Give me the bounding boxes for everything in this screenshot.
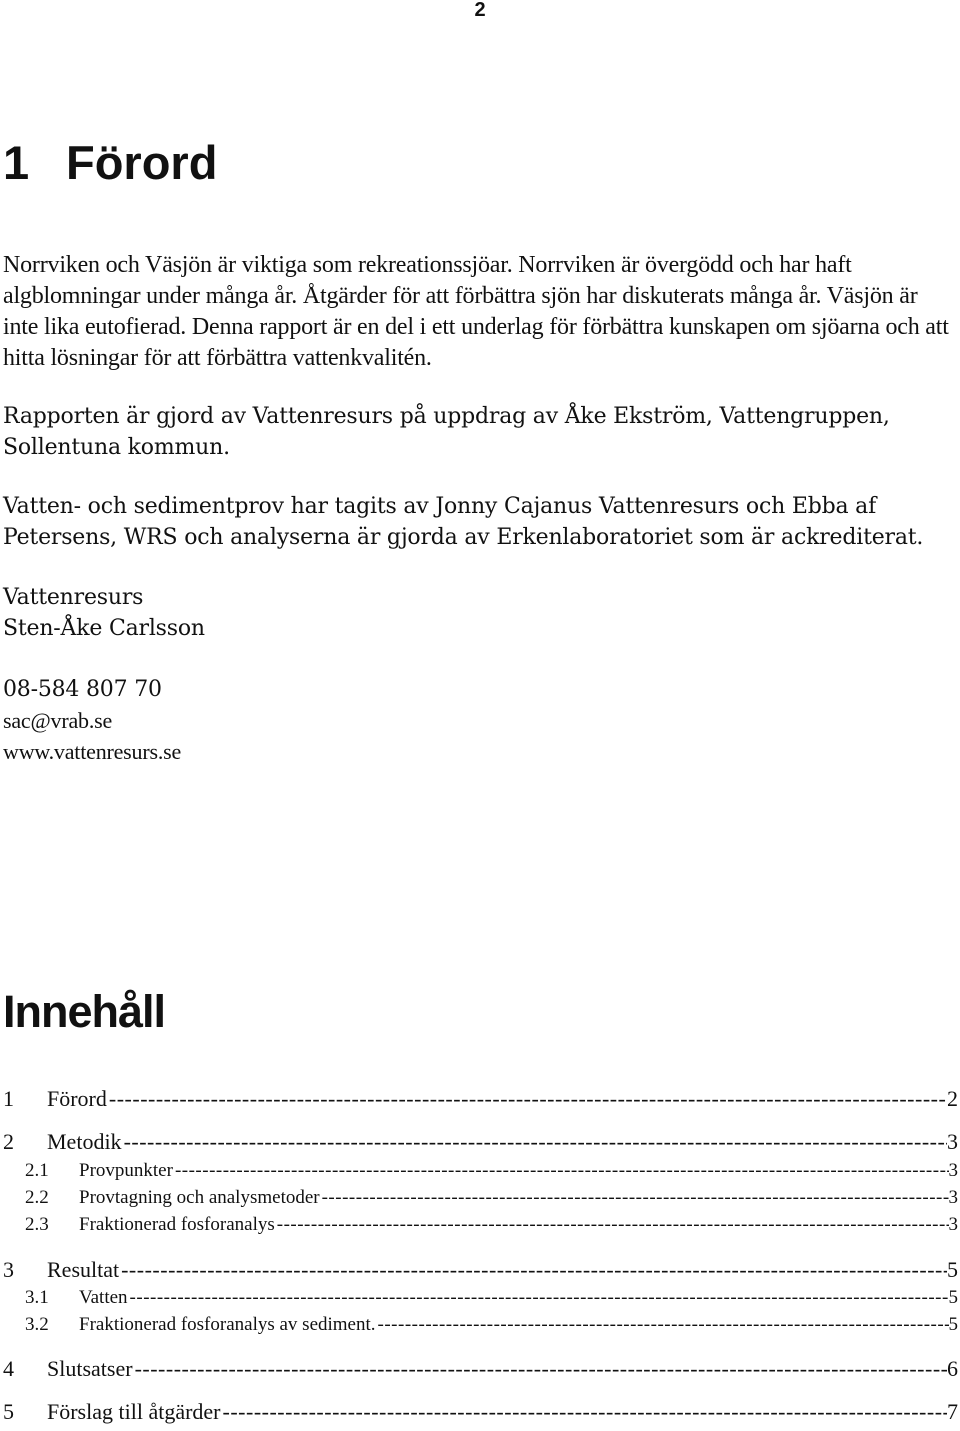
foreword-paragraph-3: Vatten- och sedimentprov har tagits av Jonny Cajanus Vattenresurs och Ebba af Petersens, WRS och analyserna är gjorda av Erkenlaboratoriet som är ackrediterat. <box>3 494 924 550</box>
toc-dot-leader <box>107 1084 947 1114</box>
toc-entry[interactable] <box>3 1158 958 1184</box>
toc-title: Innehåll <box>3 986 166 1037</box>
toc-entry-label: Metodik <box>47 1129 122 1154</box>
toc-entry[interactable] <box>3 1397 958 1427</box>
toc-entry[interactable] <box>3 1255 958 1285</box>
toc-entry-page: 7 <box>947 1399 958 1424</box>
toc-entry-page: 5 <box>948 1314 958 1335</box>
toc-entry-number: 1 <box>3 1086 14 1111</box>
toc-entry-number: 3 <box>3 1257 14 1282</box>
toc-entry-number: 2.2 <box>25 1187 49 1208</box>
toc-entry-label: Provtagning och analysmetoder <box>79 1187 320 1208</box>
toc-entry[interactable] <box>3 1127 958 1157</box>
toc-entry-page: 6 <box>947 1356 958 1381</box>
toc-dot-leader <box>122 1127 947 1157</box>
signature-organization: Vattenresurs <box>3 585 144 610</box>
toc-entry-label: Förord <box>47 1086 107 1111</box>
toc-entry-page: 3 <box>947 1129 958 1154</box>
toc-entry-number: 2 <box>3 1129 14 1154</box>
toc-entry[interactable] <box>3 1354 958 1384</box>
toc-entry[interactable] <box>3 1212 958 1238</box>
toc-entry[interactable] <box>3 1084 958 1114</box>
contact-website: www.vattenresurs.se <box>3 739 182 764</box>
toc-dot-leader <box>320 1185 949 1211</box>
page-number: 2 <box>474 0 486 21</box>
toc-entry-number: 4 <box>3 1356 14 1381</box>
contact-phone: 08-584 807 70 <box>3 677 162 702</box>
toc-entry-number: 3.2 <box>25 1314 49 1335</box>
signature-name: Sten-Åke Carlsson <box>3 616 205 641</box>
contact-block <box>3 674 958 767</box>
toc-entry[interactable] <box>3 1312 958 1338</box>
toc-entry-number: 5 <box>3 1399 14 1424</box>
toc-entry-label: Fraktionerad fosforanalys av sediment. <box>79 1314 376 1335</box>
toc-dot-leader <box>376 1312 949 1338</box>
toc-entry[interactable] <box>3 1185 958 1211</box>
toc-entry-label: Resultat <box>47 1257 120 1282</box>
toc-entry-page: 3 <box>948 1187 958 1208</box>
foreword-paragraph-2: Rapporten är gjord av Vattenresurs på uppdrag av Åke Ekström, Vattengruppen, Sollentuna kommun. <box>3 404 890 460</box>
signature-block <box>3 582 958 644</box>
toc-entry-label: Slutsatser <box>47 1356 133 1381</box>
toc-dot-leader <box>133 1354 947 1384</box>
toc-entry-label: Vatten <box>79 1287 128 1308</box>
toc-dot-leader <box>275 1212 949 1238</box>
section-title: Förord <box>66 136 218 189</box>
toc-entry-page: 3 <box>948 1160 958 1181</box>
section-heading-forord <box>3 133 217 193</box>
toc-entry-number: 3.1 <box>25 1287 49 1308</box>
contact-email: sac@vrab.se <box>3 708 113 733</box>
toc-entry-number: 2.1 <box>25 1160 49 1181</box>
toc-entry-page: 5 <box>947 1257 958 1282</box>
section-number: 1 <box>3 136 30 189</box>
toc-entry[interactable] <box>3 1285 958 1311</box>
toc-entry-label: Förslag till åtgärder <box>47 1399 221 1424</box>
toc-entry-label: Provpunkter <box>79 1160 173 1181</box>
foreword-paragraph-1: Norrviken och Väsjön är viktiga som rekreationssjöar. Norrviken är övergödd och har haft algblomningar under många år. Åtgärder för att förbättra sjön har diskuterats många år. Väsjön är inte lika eutofierad. Denna rapport är en del i ett underlag för förbättra kunskapen om sjöarna och att hitta lösningar för att förbättra vattenkvalitén. <box>3 252 949 371</box>
toc-dot-leader <box>221 1397 947 1427</box>
toc-dot-leader <box>128 1285 949 1311</box>
toc-dot-leader <box>119 1255 947 1285</box>
toc-entry-page: 3 <box>948 1214 958 1235</box>
toc-dot-leader <box>173 1158 949 1184</box>
toc-entry-label: Fraktionerad fosforanalys <box>79 1214 275 1235</box>
toc-entry-number: 2.3 <box>25 1214 49 1235</box>
toc-entry-page: 2 <box>947 1086 958 1111</box>
toc-entry-page: 5 <box>948 1287 958 1308</box>
